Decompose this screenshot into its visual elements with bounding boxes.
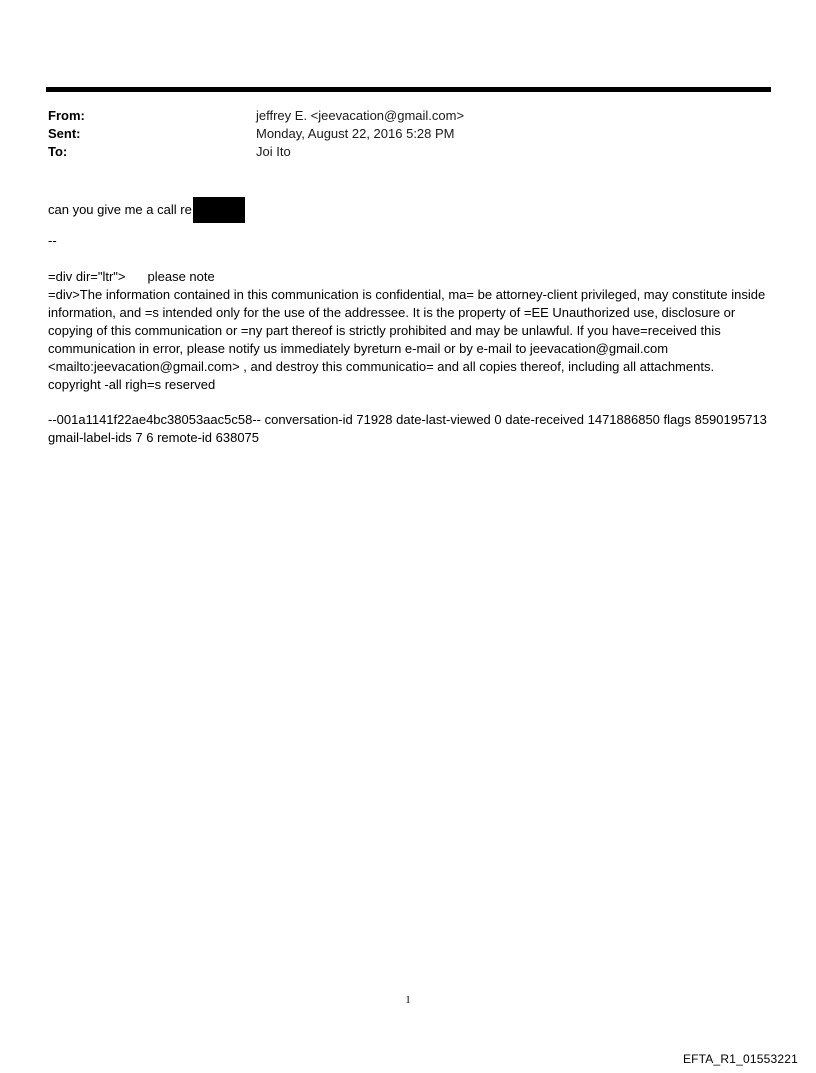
div-tag-text: =div dir="ltr"> bbox=[48, 269, 126, 284]
greeting-text: can you give me a call re bbox=[48, 202, 192, 217]
redaction-block bbox=[193, 197, 245, 223]
please-note-text: please note bbox=[147, 269, 215, 284]
sent-value: Monday, August 22, 2016 5:28 PM bbox=[256, 126, 455, 141]
email-header bbox=[48, 107, 768, 161]
message-greeting bbox=[48, 197, 245, 223]
div-tag-line bbox=[48, 268, 770, 286]
from-label: From: bbox=[48, 108, 85, 123]
signature-separator: -- bbox=[48, 233, 57, 248]
header-divider-rule bbox=[46, 87, 771, 92]
disclaimer-text: =div>The information contained in this communication is confidential, ma= be attorney-client privileged, may constitute inside information, and =s intended only for the use of the addressee. It is the property of =EE Unauthorized use, disclosure or copying of this communication or =ny part thereof is strictly prohibited and may be unlawful. If you have=received this communication in error, please notify us immediately byreturn e-mail or by e-mail to jeevacation@gmail.com <mailto:jeevacation@gmail.com> , and destroy this communicatio= and all copies thereof, including all attachments. copyright -all righ=s reserved bbox=[48, 287, 766, 392]
sent-label: Sent: bbox=[48, 126, 81, 141]
message-body bbox=[48, 268, 770, 394]
from-value: jeffrey E. <jeevacation@gmail.com> bbox=[256, 108, 465, 123]
sent-row bbox=[48, 125, 768, 143]
to-row bbox=[48, 143, 768, 161]
to-label: To: bbox=[48, 144, 68, 159]
page-number: 1 bbox=[405, 994, 411, 1006]
document-id: EFTA_R1_01553221 bbox=[682, 1052, 798, 1066]
from-row bbox=[48, 107, 768, 125]
to-value: Joi Ito bbox=[256, 144, 291, 159]
message-metadata: --001a1141f22ae4bc38053aac5c58-- conversation-id 71928 date-last-viewed 0 date-received 1471886850 flags 8590195713 gmail-label-ids 7 6 remote-id 638075 bbox=[48, 412, 767, 445]
